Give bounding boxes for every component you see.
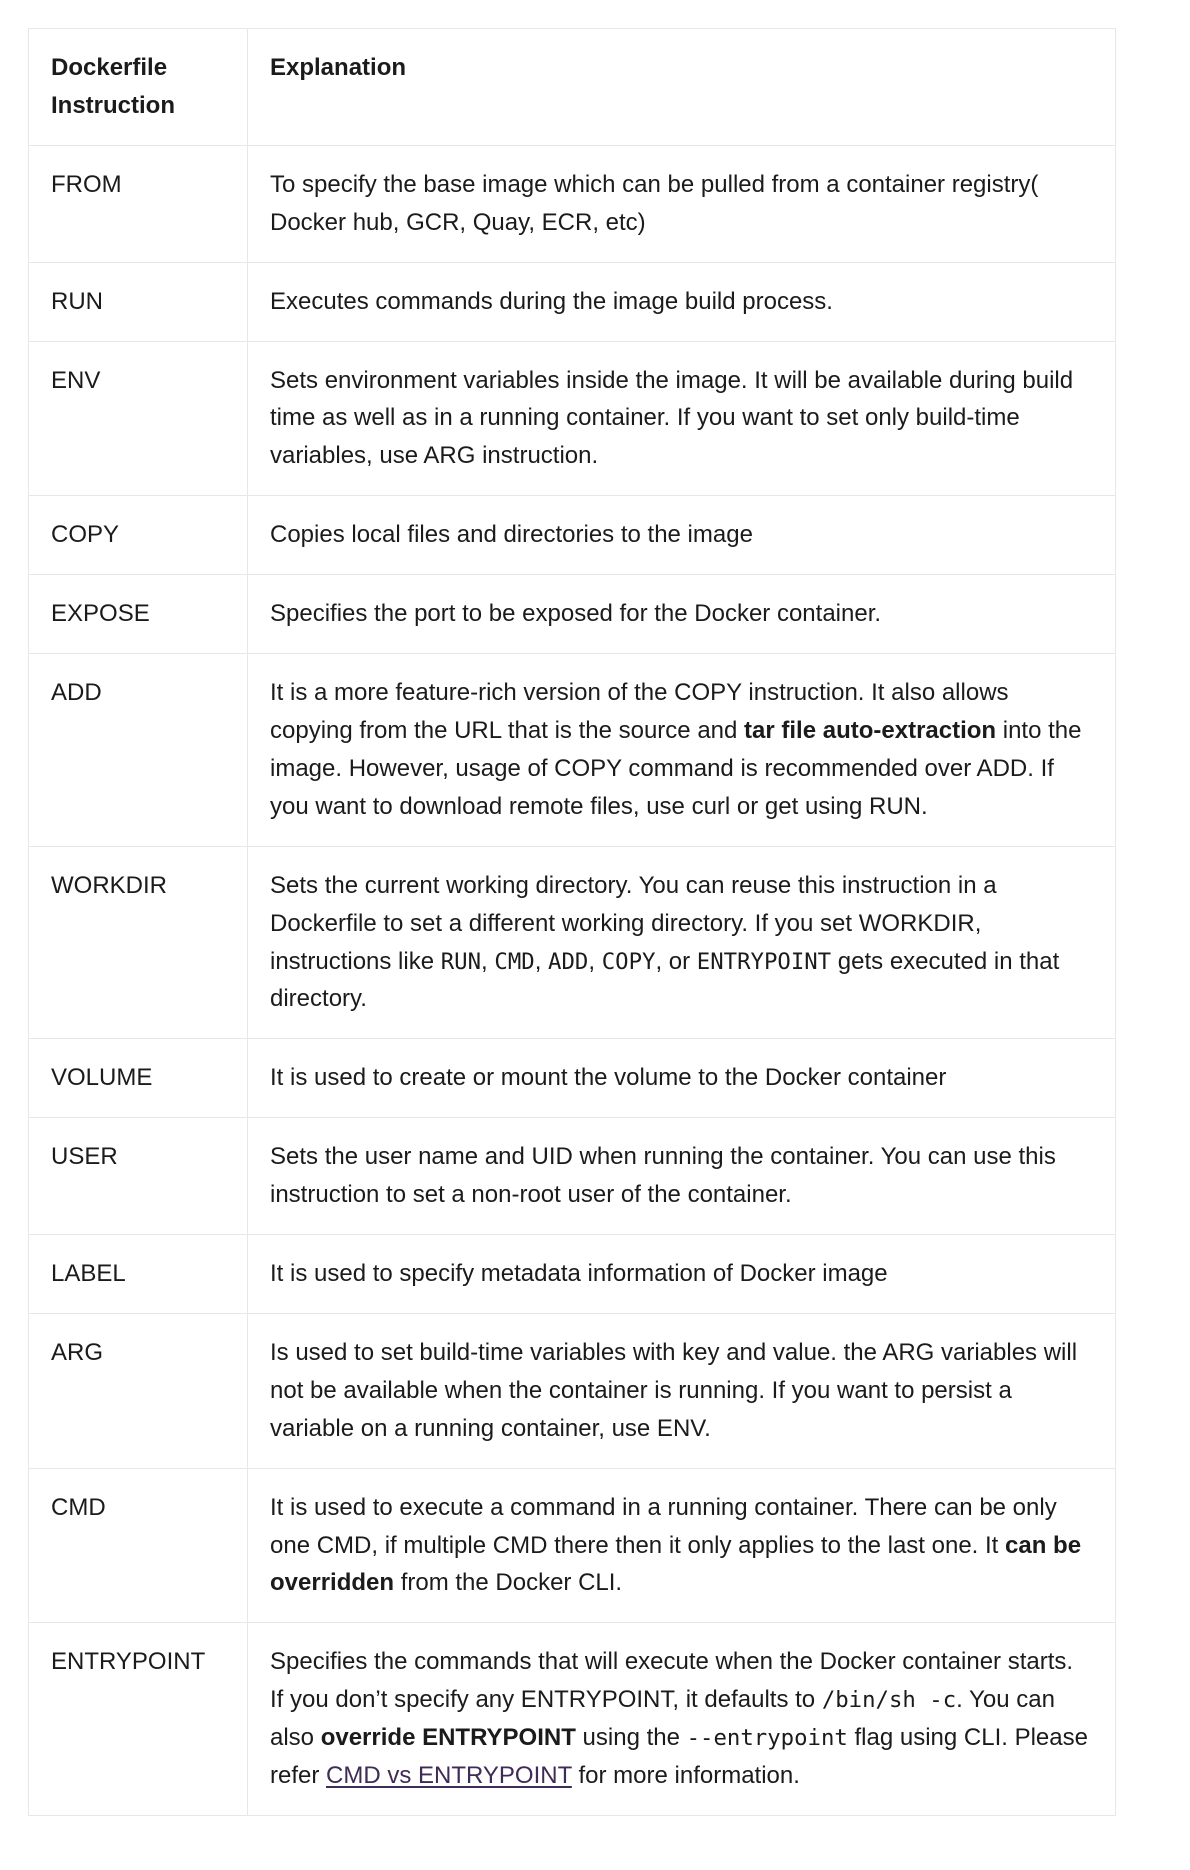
text-segment: , [481,947,495,975]
explanation-cell [248,654,1116,847]
text-segment: Copies local files and directories to the image [270,521,753,549]
explanation-cell [248,145,1116,262]
table-row [29,846,1116,1039]
code-snippet: CMD [494,948,535,975]
explanation-cell [248,1623,1116,1816]
instruction-cell: ENV [29,341,248,496]
explanation-cell [248,1118,1116,1235]
explanation-cell [248,496,1116,575]
instruction-cell: EXPOSE [29,575,248,654]
table-row [29,145,1116,262]
bold-text: override ENTRYPOINT [320,1724,576,1752]
text-segment: Specifies the port to be exposed for the Docker container. [270,600,882,628]
text-segment: . You can also [270,1686,1055,1752]
table-row [29,654,1116,847]
bold-text: can be overridden [270,1531,1082,1597]
text-segment: It is used to create or mount the volume to the Docker container [270,1064,947,1092]
text-segment: It is used to execute a command in a running container. There can be only one CMD, if multiple CMD there then it only applies to the last one. It [270,1493,1057,1559]
table-body [29,145,1116,1815]
cmd-vs-entrypoint-link[interactable]: CMD vs ENTRYPOINT [326,1762,572,1790]
text-segment: Specifies the commands that will execute when the Docker container starts. If you don’t specify any ENTRYPOINT, it defaults to [270,1648,1074,1714]
code-snippet: --entrypoint [686,1725,848,1752]
explanation-column-header: Explanation [248,29,1116,146]
code-snippet: COPY [601,948,656,975]
text-segment: It is used to specify metadata information of Docker image [270,1260,888,1288]
text-segment: Executes commands during the image build process. [270,287,833,315]
table-row [29,1039,1116,1118]
text-segment: Sets the current working directory. You can reuse this instruction in a Dockerfile to set a different working directory. If you set WORKDIR, instructions like [270,871,997,975]
instruction-cell: FROM [29,145,248,262]
instruction-cell: VOLUME [29,1039,248,1118]
text-segment: for more information. [571,1762,800,1790]
text-segment: Sets environment variables inside the image. It will be available during build time as well as in a running container. If you want to set only build-time variables, use ARG instruction. [270,366,1074,470]
text-segment: flag using CLI. Please refer [270,1724,1088,1790]
instruction-cell: ARG [29,1313,248,1468]
table-row [29,1235,1116,1314]
text-segment: gets executed in that directory. [270,947,1060,1013]
explanation-cell [248,575,1116,654]
code-snippet: ADD [548,948,589,975]
code-snippet: /bin/sh -c [821,1687,957,1714]
instruction-cell: LABEL [29,1235,248,1314]
explanation-cell [248,1313,1116,1468]
code-snippet: RUN [440,948,482,975]
text-segment: To specify the base image which can be pulled from a container registry( Docker hub, GCR, Quay, ECR, etc) [270,170,1039,236]
explanation-cell [248,846,1116,1039]
instruction-cell: ADD [29,654,248,847]
text-segment: Sets the user name and UID when running the container. You can use this instruction to set a non-root user of the container. [270,1143,1056,1209]
text-segment: , or [655,947,697,975]
explanation-cell [248,1468,1116,1623]
text-segment: into the image. However, usage of COPY command is recommended over ADD. If you want to download remote files, use curl or get using RUN. [270,716,1082,820]
table-row [29,575,1116,654]
text-segment: , [588,947,602,975]
table-row [29,1468,1116,1623]
code-snippet: ENTRYPOINT [696,948,832,975]
table-row [29,1118,1116,1235]
bold-text: tar file auto-extraction [744,716,997,744]
instruction-cell: CMD [29,1468,248,1623]
text-segment: It is a more feature-rich version of the COPY instruction. It also allows copying from the URL that is the source and [270,679,1009,744]
instruction-cell: ENTRYPOINT [29,1623,248,1816]
instruction-cell: RUN [29,262,248,341]
table-row [29,341,1116,496]
instruction-cell: USER [29,1118,248,1235]
instruction-cell: WORKDIR [29,846,248,1039]
text-segment: from the Docker CLI. [394,1569,623,1597]
table-row [29,262,1116,341]
explanation-cell [248,341,1116,496]
text-segment: using the [575,1724,687,1752]
dockerfile-instructions-table [28,28,1116,1816]
instruction-cell: COPY [29,496,248,575]
text-segment: Is used to set build-time variables with key and value. the ARG variables will not be available when the container is running. If you want to persist a variable on a running container, use ENV. [270,1338,1078,1442]
instruction-column-header: Dockerfile Instruction [29,29,248,146]
table-row [29,496,1116,575]
table-row [29,1623,1116,1816]
explanation-cell [248,1235,1116,1314]
table-row [29,1313,1116,1468]
explanation-cell [248,262,1116,341]
text-segment: , [534,947,549,975]
header-row [29,29,1116,146]
explanation-cell [248,1039,1116,1118]
